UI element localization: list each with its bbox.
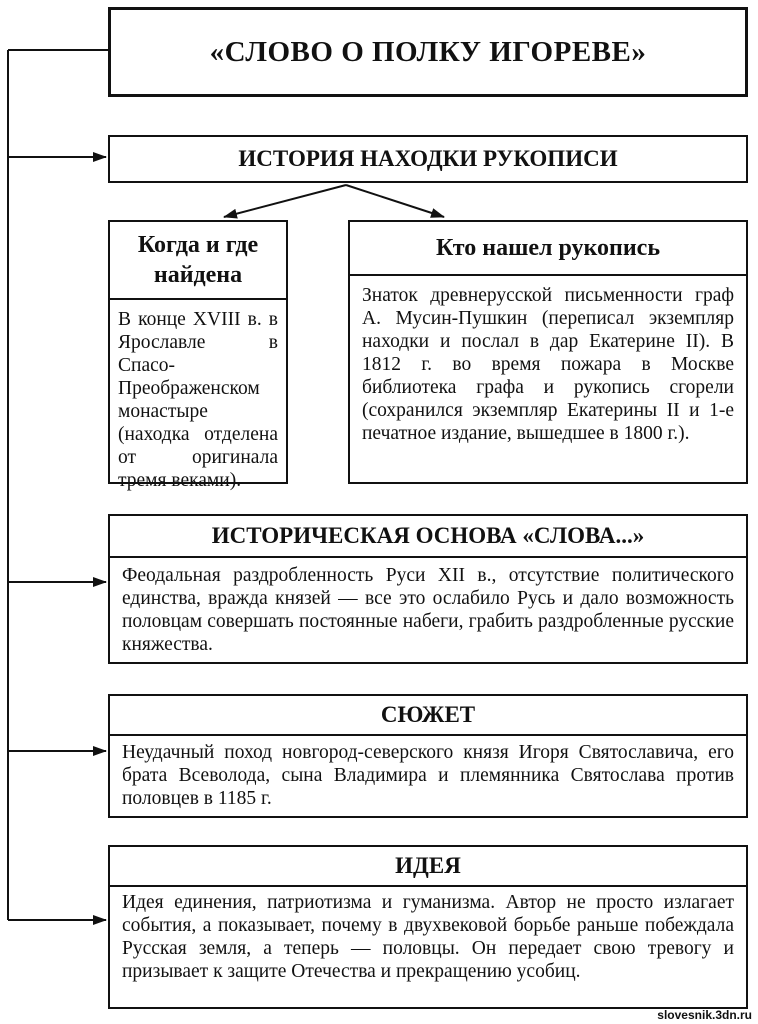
who-found-box bbox=[348, 220, 748, 484]
who-found-heading: Кто нашел рукопись bbox=[350, 222, 746, 276]
when-where-box bbox=[108, 220, 288, 491]
when-where-text: В конце XVIII в. в Ярославле в Спасо-Преображенском монастыре (находка отделена от оригинала тремя веками). bbox=[118, 309, 278, 491]
basis-text: Феодальная раздробленность Руси XII в., отсутствие политического единства, вражда князей — все это ослабило Русь и дало возможность половцам совершать постоянные набеги, грабить раздробленные русские княжества. bbox=[122, 565, 734, 655]
when-where-heading: Когда и где найдена bbox=[110, 222, 286, 300]
plot-text: Неудачный поход новгород-северского князя Игоря Святославича, его брата Всеволода, сына Владимира и племянника Святослава против половцев в 1185 г. bbox=[122, 742, 734, 809]
idea-text: Идея единения, патриотизма и гуманизма. Автор не просто излагает события, а показывает, почему в двухвековой борьбе раньше побеждала Русская земля, а теперь — половцы. Он передает свою тревогу и призывает к защите Отечества и прекращению усобиц. bbox=[122, 892, 734, 982]
basis-heading: ИСТОРИЧЕСКАЯ ОСНОВА «СЛОВА...» bbox=[110, 516, 746, 558]
history-heading: ИСТОРИЯ НАХОДКИ РУКОПИСИ bbox=[238, 146, 618, 171]
idea-box bbox=[108, 845, 748, 1009]
plot-heading: СЮЖЕТ bbox=[110, 696, 746, 736]
watermark: slovesnik.3dn.ru bbox=[657, 1008, 752, 1022]
page-title: «СЛОВО О ПОЛКУ ИГОРЕВЕ» bbox=[209, 36, 647, 68]
arrow-who-found bbox=[346, 185, 444, 217]
plot-box bbox=[108, 694, 748, 818]
idea-heading: ИДЕЯ bbox=[110, 847, 746, 887]
basis-box bbox=[108, 514, 748, 664]
title-box bbox=[108, 7, 748, 97]
arrow-when-where bbox=[224, 185, 346, 217]
history-heading-box bbox=[108, 135, 748, 183]
who-found-text: Знаток древнерусской письменности граф А. Мусин-Пушкин (переписал экземпляр находки и послал в дар Екатерине II). В 1812 г. во время пожара в Москве библиотека графа и рукопись сгорели (сохранился экземпляр Екатерины II и 1-е печатное издание, вышедшее в 1800 г.). bbox=[362, 285, 734, 444]
